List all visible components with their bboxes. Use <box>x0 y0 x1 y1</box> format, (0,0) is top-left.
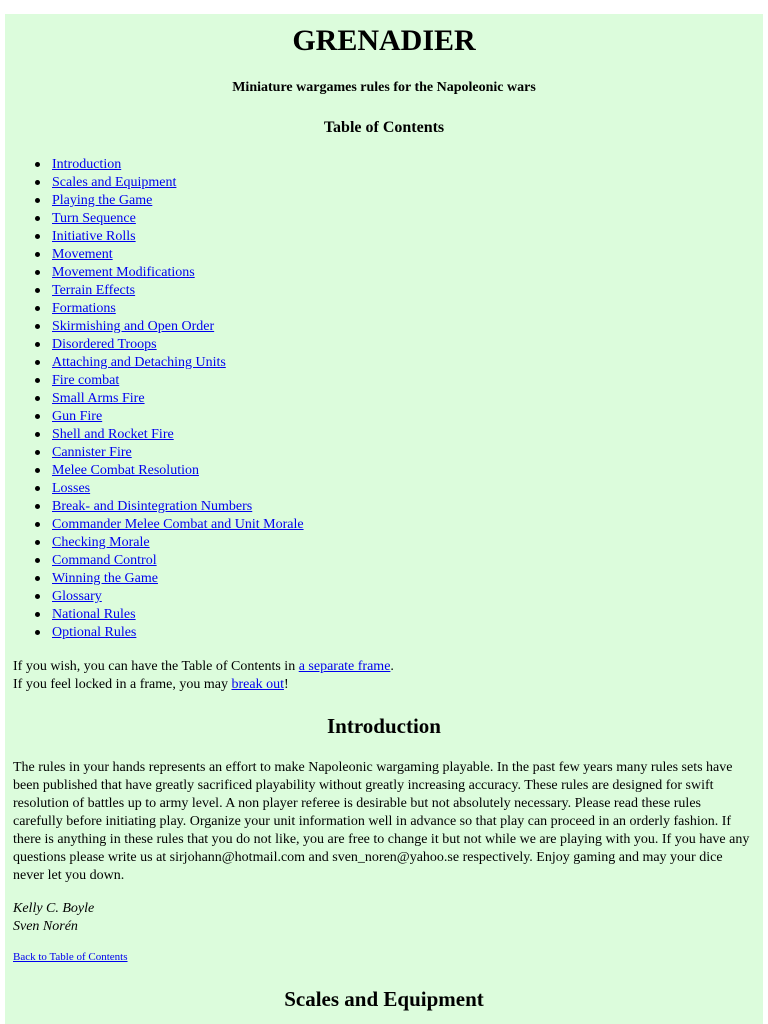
toc-item <box>52 228 304 246</box>
toc-list <box>5 156 304 642</box>
toc-link-scales-and-equipment[interactable]: Scales and Equipment <box>52 175 177 190</box>
break-out-link[interactable]: break out <box>231 677 284 692</box>
toc-item <box>52 426 304 444</box>
toc-item <box>52 156 304 174</box>
toc-item <box>52 336 304 354</box>
toc-link-national-rules[interactable]: National Rules <box>52 607 136 622</box>
introduction-heading: Introduction <box>327 714 441 738</box>
frame-note <box>13 658 394 694</box>
toc-item <box>52 408 304 426</box>
introduction-paragraph: The rules in your hands represents an effort to make Napoleonic wargaming playable. In the past few years many rules sets have been published that have greatly sacrificed playability without greatly increasing accuracy. These rules are designed for swift resolution of battles up to army level. A non player referee is desirable but not absolutely necessary. Please read these rules carefully before initiating play. Organize your unit information well in advance so that play can proceed in an orderly fashion. If there is anything in these rules that you do not like, you are free to change it but not while we are playing with you. If you have any questions please write us at sirjohann@hotmail.com and sven_noren@yahoo.se respectively. Enjoy gaming and may your dice never let you down. <box>13 760 750 883</box>
toc-link-small-arms-fire[interactable]: Small Arms Fire <box>52 391 145 406</box>
document-page <box>5 14 763 1024</box>
toc-item <box>52 390 304 408</box>
toc-item <box>52 246 304 264</box>
toc-link-disordered-troops[interactable]: Disordered Troops <box>52 337 157 352</box>
toc-link-introduction[interactable]: Introduction <box>52 157 122 172</box>
toc-item <box>52 480 304 498</box>
toc-link-cannister-fire[interactable]: Cannister Fire <box>52 445 132 460</box>
toc-item <box>52 534 304 552</box>
toc-link-shell-rocket-fire[interactable]: Shell and Rocket Fire <box>52 427 174 442</box>
frame-note-text: If you wish, you can have the Table of Contents in <box>13 659 299 674</box>
toc-item <box>52 588 304 606</box>
toc-item <box>52 462 304 480</box>
toc-link-losses[interactable]: Losses <box>52 481 91 496</box>
toc-item <box>52 498 304 516</box>
back-link-container <box>13 951 128 963</box>
toc-item <box>52 318 304 336</box>
frame-note-punct: ! <box>283 677 289 692</box>
toc-item <box>52 300 304 318</box>
toc-link-movement-modifications[interactable]: Movement Modifications <box>52 265 195 280</box>
toc-item <box>52 192 304 210</box>
author-signatures <box>13 900 94 936</box>
toc-link-gun-fire[interactable]: Gun Fire <box>52 409 103 424</box>
toc-link-skirmishing[interactable]: Skirmishing and Open Order <box>52 319 215 334</box>
toc-item <box>52 210 304 228</box>
toc-link-turn-sequence[interactable]: Turn Sequence <box>52 211 136 226</box>
separate-frame-link[interactable]: a separate frame <box>298 659 391 674</box>
toc-link-movement[interactable]: Movement <box>52 247 113 262</box>
toc-link-initiative-rolls[interactable]: Initiative Rolls <box>52 229 136 244</box>
toc-link-command-control[interactable]: Command Control <box>52 553 157 568</box>
toc-link-glossary[interactable]: Glossary <box>52 589 102 604</box>
toc-item <box>52 624 304 642</box>
toc-link-winning-the-game[interactable]: Winning the Game <box>52 571 158 586</box>
author-name: Kelly C. Boyle <box>13 901 95 916</box>
toc-link-optional-rules[interactable]: Optional Rules <box>52 625 137 640</box>
toc-item <box>52 606 304 624</box>
toc-link-attaching-detaching[interactable]: Attaching and Detaching Units <box>52 355 226 370</box>
back-to-toc-link[interactable]: Back to Table of Contents <box>13 951 128 963</box>
toc-item <box>52 282 304 300</box>
toc-item <box>52 552 304 570</box>
toc-item <box>52 354 304 372</box>
toc-item <box>52 444 304 462</box>
toc-item <box>52 516 304 534</box>
scales-heading: Scales and Equipment <box>284 987 484 1011</box>
toc-link-terrain-effects[interactable]: Terrain Effects <box>52 283 136 298</box>
toc-heading: Table of Contents <box>323 119 445 136</box>
toc-link-commander-melee[interactable]: Commander Melee Combat and Unit Morale <box>52 517 304 532</box>
toc-item <box>52 264 304 282</box>
page-subtitle: Miniature wargames rules for the Napoleonic wars <box>232 80 536 95</box>
toc-link-playing-the-game[interactable]: Playing the Game <box>52 193 153 208</box>
toc-link-formations[interactable]: Formations <box>52 301 116 316</box>
frame-note-text: If you feel locked in a frame, you may <box>13 677 232 692</box>
toc-item <box>52 372 304 390</box>
toc-item <box>52 174 304 192</box>
toc-link-melee-combat[interactable]: Melee Combat Resolution <box>52 463 199 478</box>
toc-item <box>52 570 304 588</box>
page-title: GRENADIER <box>292 24 476 57</box>
toc-link-checking-morale[interactable]: Checking Morale <box>52 535 150 550</box>
toc-link-fire-combat[interactable]: Fire combat <box>52 373 120 388</box>
toc-link-break-numbers[interactable]: Break- and Disintegration Numbers <box>52 499 253 514</box>
author-name: Sven Norén <box>13 919 78 934</box>
frame-note-punct: . <box>390 659 394 674</box>
